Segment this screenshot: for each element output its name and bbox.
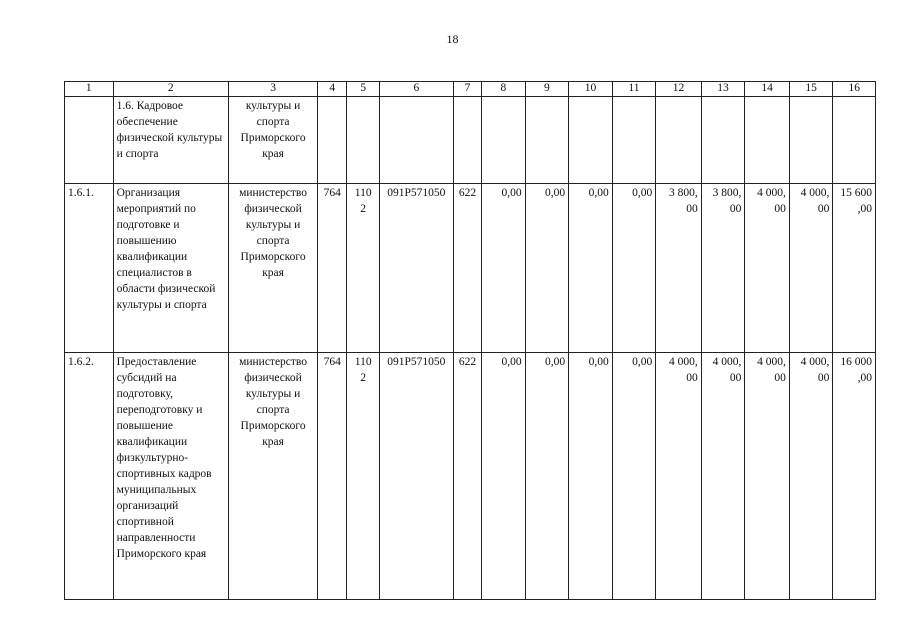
row-y14: 4 000, 00	[745, 353, 790, 600]
row-y8: 0,00	[482, 353, 526, 600]
empty-cell	[569, 97, 613, 184]
section-row	[65, 97, 876, 184]
row-rzpr: 110 2	[347, 353, 379, 600]
empty-cell	[525, 97, 569, 184]
header-row	[65, 82, 876, 97]
empty-cell	[656, 97, 702, 184]
col-header: 6	[379, 82, 453, 97]
row-y13: 4 000, 00	[701, 353, 745, 600]
row-csr: 091Р571050	[379, 184, 453, 353]
section-code	[65, 97, 114, 184]
col-header: 8	[482, 82, 526, 97]
col-header: 16	[833, 82, 876, 97]
row-y11: 0,00	[612, 184, 656, 353]
col-header: 5	[347, 82, 379, 97]
row-y13: 3 800, 00	[701, 184, 745, 353]
row-rzpr: 110 2	[347, 184, 379, 353]
row-total: 15 600 ,00	[833, 184, 876, 353]
row-y12: 3 800, 00	[656, 184, 702, 353]
section-name: 1.6. Кадровое обеспечение физической культуры и спорта	[113, 97, 228, 184]
row-y12: 4 000, 00	[656, 353, 702, 600]
col-header: 7	[453, 82, 481, 97]
col-header: 3	[229, 82, 318, 97]
row-y15: 4 000, 00	[789, 353, 833, 600]
row-y8: 0,00	[482, 184, 526, 353]
empty-cell	[347, 97, 379, 184]
col-header: 13	[701, 82, 745, 97]
empty-cell	[612, 97, 656, 184]
col-header: 12	[656, 82, 702, 97]
empty-cell	[453, 97, 481, 184]
col-header: 11	[612, 82, 656, 97]
row-grbs: 764	[318, 353, 347, 600]
page-number: 18	[446, 32, 459, 46]
row-name: Организация мероприятий по подготовке и повышению квалификации специалистов в области физической культуры и спорта	[113, 184, 228, 353]
col-header: 4	[318, 82, 347, 97]
empty-cell	[833, 97, 876, 184]
col-header: 15	[789, 82, 833, 97]
table-row	[65, 184, 876, 353]
col-header: 1	[65, 82, 114, 97]
empty-cell	[379, 97, 453, 184]
col-header: 2	[113, 82, 228, 97]
row-total: 16 000 ,00	[833, 353, 876, 600]
row-y10: 0,00	[569, 184, 613, 353]
row-grbs: 764	[318, 184, 347, 353]
table-row	[65, 353, 876, 600]
row-y15: 4 000, 00	[789, 184, 833, 353]
col-header: 10	[569, 82, 613, 97]
row-name: Предоставление субсидий на подготовку, переподготовку и повышение квалификации физкультурно-спортивных кадров муниципальных организаций спортивной направленности Приморского края	[113, 353, 228, 600]
row-code: 1.6.1.	[65, 184, 114, 353]
row-y9: 0,00	[525, 353, 569, 600]
row-vr: 622	[453, 184, 481, 353]
col-header: 9	[525, 82, 569, 97]
section-executor: культуры и спорта Приморского края	[229, 97, 318, 184]
row-y11: 0,00	[612, 353, 656, 600]
empty-cell	[318, 97, 347, 184]
row-y9: 0,00	[525, 184, 569, 353]
row-vr: 622	[453, 353, 481, 600]
budget-table	[64, 81, 876, 600]
row-executor: министерство физической культуры и спорта Приморского края	[229, 184, 318, 353]
empty-cell	[482, 97, 526, 184]
empty-cell	[789, 97, 833, 184]
row-y14: 4 000, 00	[745, 184, 790, 353]
row-y10: 0,00	[569, 353, 613, 600]
col-header: 14	[745, 82, 790, 97]
empty-cell	[745, 97, 790, 184]
row-executor: министерство физической культуры и спорта Приморского края	[229, 353, 318, 600]
empty-cell	[701, 97, 745, 184]
row-csr: 091Р571050	[379, 353, 453, 600]
row-code: 1.6.2.	[65, 353, 114, 600]
